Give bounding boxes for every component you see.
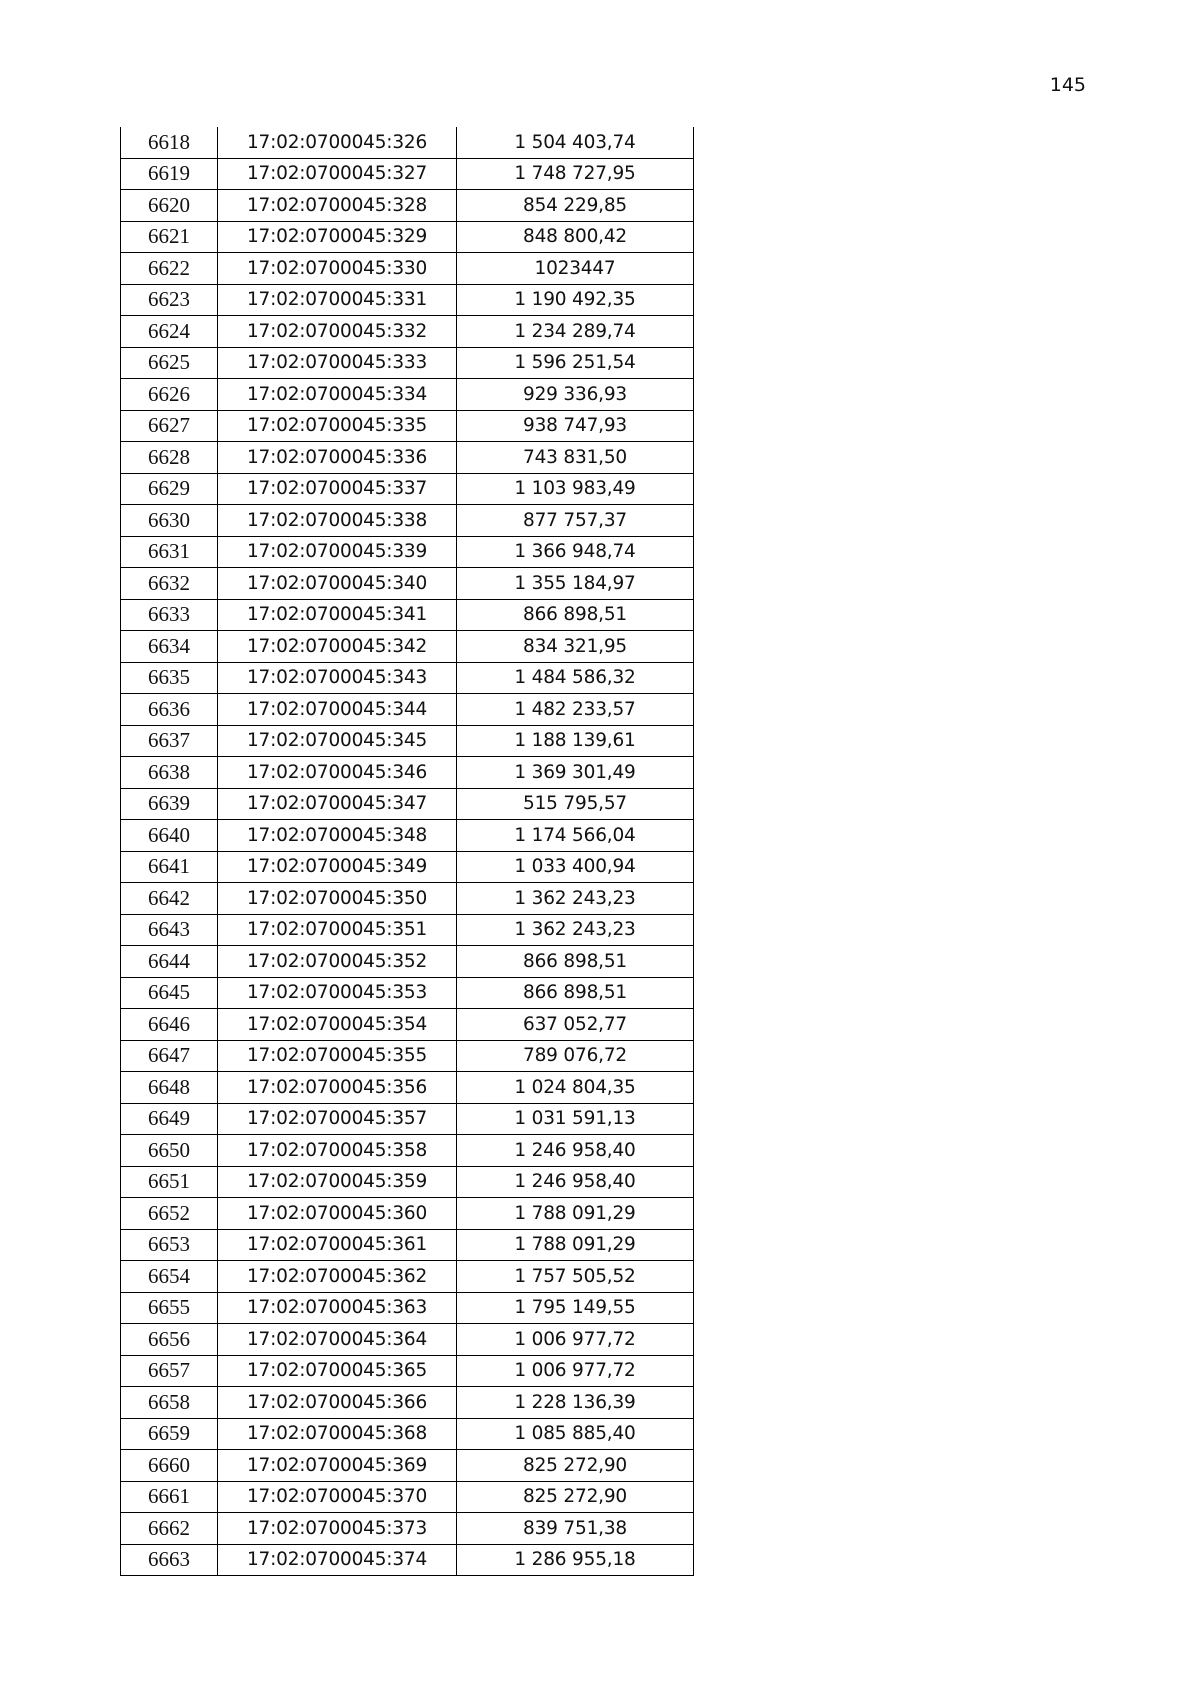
cadastral-number-cell: 17:02:0700045:369 xyxy=(218,1450,457,1482)
table-row xyxy=(121,127,694,158)
row-number-cell: 6639 xyxy=(121,788,218,820)
cadastral-number-cell: 17:02:0700045:364 xyxy=(218,1324,457,1356)
cadastral-value-cell: 1 596 251,54 xyxy=(457,347,694,379)
table-row xyxy=(121,1072,694,1104)
cadastral-number-cell: 17:02:0700045:350 xyxy=(218,883,457,915)
cadastral-value-cell: 743 831,50 xyxy=(457,442,694,474)
row-number-cell: 6662 xyxy=(121,1513,218,1545)
cadastral-number-cell: 17:02:0700045:327 xyxy=(218,158,457,190)
row-number-cell: 6624 xyxy=(121,316,218,348)
cadastral-number-cell: 17:02:0700045:344 xyxy=(218,694,457,726)
table-row xyxy=(121,1513,694,1545)
row-number-cell: 6654 xyxy=(121,1261,218,1293)
cadastral-value-cell: 877 757,37 xyxy=(457,505,694,537)
row-number-cell: 6627 xyxy=(121,410,218,442)
cadastral-number-cell: 17:02:0700045:357 xyxy=(218,1103,457,1135)
cadastral-value-cell: 1 788 091,29 xyxy=(457,1229,694,1261)
row-number-cell: 6660 xyxy=(121,1450,218,1482)
cadastral-number-cell: 17:02:0700045:368 xyxy=(218,1418,457,1450)
row-number-cell: 6652 xyxy=(121,1198,218,1230)
row-number-cell: 6618 xyxy=(121,127,218,158)
row-number-cell: 6647 xyxy=(121,1040,218,1072)
cadastral-number-cell: 17:02:0700045:366 xyxy=(218,1387,457,1419)
cadastral-number-cell: 17:02:0700045:347 xyxy=(218,788,457,820)
row-number-cell: 6638 xyxy=(121,757,218,789)
row-number-cell: 6644 xyxy=(121,946,218,978)
table-row xyxy=(121,946,694,978)
cadastral-number-cell: 17:02:0700045:342 xyxy=(218,631,457,663)
table-body xyxy=(121,127,694,1576)
cadastral-number-cell: 17:02:0700045:334 xyxy=(218,379,457,411)
row-number-cell: 6658 xyxy=(121,1387,218,1419)
table-row xyxy=(121,1387,694,1419)
cadastral-number-cell: 17:02:0700045:374 xyxy=(218,1544,457,1576)
cadastral-value-cell: 1 286 955,18 xyxy=(457,1544,694,1576)
cadastral-value-cell: 637 052,77 xyxy=(457,1009,694,1041)
cadastral-number-cell: 17:02:0700045:363 xyxy=(218,1292,457,1324)
cadastral-value-cell: 1 024 804,35 xyxy=(457,1072,694,1104)
row-number-cell: 6628 xyxy=(121,442,218,474)
cadastral-number-cell: 17:02:0700045:373 xyxy=(218,1513,457,1545)
row-number-cell: 6635 xyxy=(121,662,218,694)
cadastral-value-cell: 1 246 958,40 xyxy=(457,1166,694,1198)
cadastral-value-cell: 1 103 983,49 xyxy=(457,473,694,505)
cadastral-value-cell: 1 174 566,04 xyxy=(457,820,694,852)
cadastral-number-cell: 17:02:0700045:340 xyxy=(218,568,457,600)
cadastral-value-cell: 1 006 977,72 xyxy=(457,1324,694,1356)
row-number-cell: 6619 xyxy=(121,158,218,190)
cadastral-value-cell: 1 362 243,23 xyxy=(457,914,694,946)
cadastral-value-table xyxy=(120,127,694,1576)
row-number-cell: 6643 xyxy=(121,914,218,946)
table-row xyxy=(121,158,694,190)
table-row xyxy=(121,284,694,316)
cadastral-value-cell: 1 504 403,74 xyxy=(457,127,694,158)
row-number-cell: 6634 xyxy=(121,631,218,663)
row-number-cell: 6657 xyxy=(121,1355,218,1387)
table-row xyxy=(121,253,694,285)
cadastral-number-cell: 17:02:0700045:337 xyxy=(218,473,457,505)
row-number-cell: 6626 xyxy=(121,379,218,411)
table-row xyxy=(121,883,694,915)
row-number-cell: 6646 xyxy=(121,1009,218,1041)
cadastral-value-cell: 1 246 958,40 xyxy=(457,1135,694,1167)
row-number-cell: 6659 xyxy=(121,1418,218,1450)
table-row xyxy=(121,1324,694,1356)
cadastral-value-cell: 1 188 139,61 xyxy=(457,725,694,757)
row-number-cell: 6663 xyxy=(121,1544,218,1576)
row-number-cell: 6636 xyxy=(121,694,218,726)
row-number-cell: 6648 xyxy=(121,1072,218,1104)
table-row xyxy=(121,442,694,474)
cadastral-value-cell: 515 795,57 xyxy=(457,788,694,820)
row-number-cell: 6650 xyxy=(121,1135,218,1167)
cadastral-value-cell: 848 800,42 xyxy=(457,221,694,253)
table-row xyxy=(121,1040,694,1072)
row-number-cell: 6632 xyxy=(121,568,218,600)
cadastral-number-cell: 17:02:0700045:370 xyxy=(218,1481,457,1513)
cadastral-value-cell: 1 355 184,97 xyxy=(457,568,694,600)
table-row xyxy=(121,316,694,348)
row-number-cell: 6621 xyxy=(121,221,218,253)
cadastral-number-cell: 17:02:0700045:341 xyxy=(218,599,457,631)
row-number-cell: 6651 xyxy=(121,1166,218,1198)
table-row xyxy=(121,725,694,757)
table-row xyxy=(121,1261,694,1293)
cadastral-number-cell: 17:02:0700045:346 xyxy=(218,757,457,789)
cadastral-number-cell: 17:02:0700045:333 xyxy=(218,347,457,379)
row-number-cell: 6641 xyxy=(121,851,218,883)
row-number-cell: 6623 xyxy=(121,284,218,316)
cadastral-value-cell: 854 229,85 xyxy=(457,190,694,222)
cadastral-number-cell: 17:02:0700045:332 xyxy=(218,316,457,348)
table-row xyxy=(121,757,694,789)
cadastral-value-cell: 866 898,51 xyxy=(457,977,694,1009)
cadastral-value-cell: 1 482 233,57 xyxy=(457,694,694,726)
cadastral-number-cell: 17:02:0700045:360 xyxy=(218,1198,457,1230)
cadastral-value-cell: 1 228 136,39 xyxy=(457,1387,694,1419)
table-row xyxy=(121,221,694,253)
cadastral-value-cell: 1 190 492,35 xyxy=(457,284,694,316)
table-row xyxy=(121,599,694,631)
table-row xyxy=(121,1009,694,1041)
cadastral-value-cell: 789 076,72 xyxy=(457,1040,694,1072)
row-number-cell: 6620 xyxy=(121,190,218,222)
row-number-cell: 6649 xyxy=(121,1103,218,1135)
cadastral-value-cell: 1 006 977,72 xyxy=(457,1355,694,1387)
row-number-cell: 6633 xyxy=(121,599,218,631)
cadastral-value-cell: 1 795 149,55 xyxy=(457,1292,694,1324)
cadastral-value-cell: 839 751,38 xyxy=(457,1513,694,1545)
row-number-cell: 6630 xyxy=(121,505,218,537)
row-number-cell: 6661 xyxy=(121,1481,218,1513)
table-row xyxy=(121,1229,694,1261)
cadastral-value-cell: 929 336,93 xyxy=(457,379,694,411)
cadastral-value-cell: 834 321,95 xyxy=(457,631,694,663)
table-row xyxy=(121,536,694,568)
row-number-cell: 6655 xyxy=(121,1292,218,1324)
table-row xyxy=(121,1544,694,1576)
row-number-cell: 6637 xyxy=(121,725,218,757)
cadastral-number-cell: 17:02:0700045:326 xyxy=(218,127,457,158)
table-row xyxy=(121,568,694,600)
cadastral-value-cell: 825 272,90 xyxy=(457,1450,694,1482)
row-number-cell: 6631 xyxy=(121,536,218,568)
cadastral-value-cell: 1 484 586,32 xyxy=(457,662,694,694)
row-number-cell: 6629 xyxy=(121,473,218,505)
cadastral-number-cell: 17:02:0700045:352 xyxy=(218,946,457,978)
cadastral-number-cell: 17:02:0700045:329 xyxy=(218,221,457,253)
cadastral-value-cell: 866 898,51 xyxy=(457,946,694,978)
row-number-cell: 6653 xyxy=(121,1229,218,1261)
cadastral-number-cell: 17:02:0700045:359 xyxy=(218,1166,457,1198)
cadastral-value-cell: 1023447 xyxy=(457,253,694,285)
cadastral-value-cell: 1 362 243,23 xyxy=(457,883,694,915)
cadastral-number-cell: 17:02:0700045:328 xyxy=(218,190,457,222)
table-row xyxy=(121,788,694,820)
cadastral-number-cell: 17:02:0700045:343 xyxy=(218,662,457,694)
row-number-cell: 6622 xyxy=(121,253,218,285)
table-row xyxy=(121,410,694,442)
table-row xyxy=(121,190,694,222)
cadastral-number-cell: 17:02:0700045:336 xyxy=(218,442,457,474)
page-number: 145 xyxy=(1049,74,1086,96)
table-row xyxy=(121,347,694,379)
cadastral-number-cell: 17:02:0700045:335 xyxy=(218,410,457,442)
cadastral-number-cell: 17:02:0700045:362 xyxy=(218,1261,457,1293)
table-row xyxy=(121,1418,694,1450)
table-row xyxy=(121,379,694,411)
table-row xyxy=(121,1450,694,1482)
table-row xyxy=(121,977,694,1009)
cadastral-number-cell: 17:02:0700045:330 xyxy=(218,253,457,285)
cadastral-number-cell: 17:02:0700045:355 xyxy=(218,1040,457,1072)
cadastral-number-cell: 17:02:0700045:349 xyxy=(218,851,457,883)
cadastral-number-cell: 17:02:0700045:339 xyxy=(218,536,457,568)
cadastral-number-cell: 17:02:0700045:331 xyxy=(218,284,457,316)
cadastral-number-cell: 17:02:0700045:354 xyxy=(218,1009,457,1041)
table-row xyxy=(121,662,694,694)
row-number-cell: 6625 xyxy=(121,347,218,379)
table-row xyxy=(121,1292,694,1324)
row-number-cell: 6656 xyxy=(121,1324,218,1356)
cadastral-value-cell: 1 748 727,95 xyxy=(457,158,694,190)
cadastral-value-cell: 1 369 301,49 xyxy=(457,757,694,789)
cadastral-value-cell: 825 272,90 xyxy=(457,1481,694,1513)
cadastral-number-cell: 17:02:0700045:348 xyxy=(218,820,457,852)
table-row xyxy=(121,473,694,505)
cadastral-value-cell: 866 898,51 xyxy=(457,599,694,631)
table-row xyxy=(121,1198,694,1230)
cadastral-number-cell: 17:02:0700045:356 xyxy=(218,1072,457,1104)
table-row xyxy=(121,820,694,852)
table-row xyxy=(121,914,694,946)
cadastral-value-cell: 938 747,93 xyxy=(457,410,694,442)
table-row xyxy=(121,1166,694,1198)
cadastral-value-cell: 1 234 289,74 xyxy=(457,316,694,348)
row-number-cell: 6645 xyxy=(121,977,218,1009)
row-number-cell: 6640 xyxy=(121,820,218,852)
cadastral-number-cell: 17:02:0700045:338 xyxy=(218,505,457,537)
cadastral-value-cell: 1 366 948,74 xyxy=(457,536,694,568)
table-row xyxy=(121,1135,694,1167)
cadastral-value-cell: 1 033 400,94 xyxy=(457,851,694,883)
cadastral-number-cell: 17:02:0700045:358 xyxy=(218,1135,457,1167)
table-row xyxy=(121,505,694,537)
table-row xyxy=(121,1103,694,1135)
cadastral-number-cell: 17:02:0700045:365 xyxy=(218,1355,457,1387)
cadastral-value-cell: 1 788 091,29 xyxy=(457,1198,694,1230)
cadastral-number-cell: 17:02:0700045:351 xyxy=(218,914,457,946)
table-row xyxy=(121,1481,694,1513)
cadastral-number-cell: 17:02:0700045:361 xyxy=(218,1229,457,1261)
table-row xyxy=(121,851,694,883)
table-row xyxy=(121,1355,694,1387)
table-row xyxy=(121,631,694,663)
cadastral-value-cell: 1 085 885,40 xyxy=(457,1418,694,1450)
table-row xyxy=(121,694,694,726)
row-number-cell: 6642 xyxy=(121,883,218,915)
cadastral-number-cell: 17:02:0700045:345 xyxy=(218,725,457,757)
cadastral-number-cell: 17:02:0700045:353 xyxy=(218,977,457,1009)
cadastral-value-cell: 1 757 505,52 xyxy=(457,1261,694,1293)
cadastral-value-cell: 1 031 591,13 xyxy=(457,1103,694,1135)
